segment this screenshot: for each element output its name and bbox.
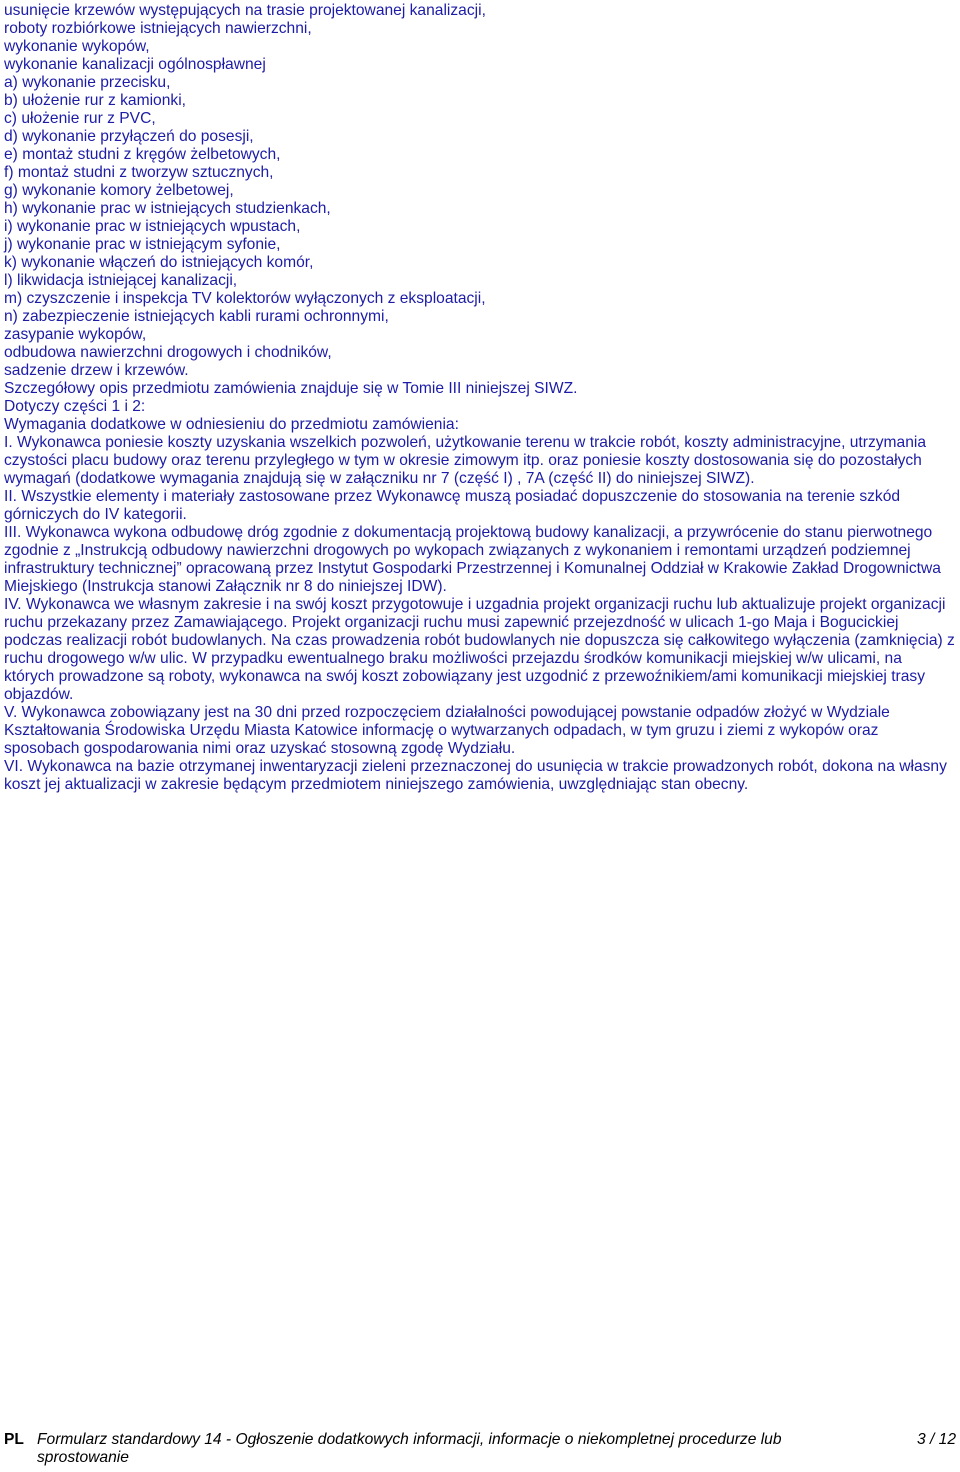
body-line: roboty rozbiórkowe istniejących nawierzchni, (4, 20, 312, 37)
list-item: d) wykonanie przyłączeń do posesji, (4, 128, 254, 145)
list-item: a) wykonanie przecisku, (4, 74, 171, 91)
body-line: sadzenie drzew i krzewów. (4, 362, 189, 379)
page-footer (4, 1431, 956, 1471)
list-item: n) zabezpieczenie istniejących kabli rurami ochronnymi, (4, 308, 389, 325)
list-item: b) ułożenie rur z kamionki, (4, 92, 187, 109)
list-item: k) wykonanie włączeń do istniejących komór, (4, 254, 314, 271)
list-item: g) wykonanie komory żelbetowej, (4, 182, 234, 199)
requirement-paragraph: VI. Wykonawca na bazie otrzymanej inwentaryzacji zieleni przeznaczonej do usunięcia w trakcie prowadzonych robót, dokona na własny koszt jej aktualizacji w zakresie będącym przedmiotem niniejszego zamówienia, uwzględniając stan obecny. (4, 758, 947, 793)
body-line: wykonanie kanalizacji ogólnospławnej (4, 56, 266, 73)
list-item: e) montaż studni z kręgów żelbetowych, (4, 146, 281, 163)
list-item: i) wykonanie prac w istniejących wpustach, (4, 218, 301, 235)
requirement-paragraph: III. Wykonawca wykona odbudowę dróg zgodnie z dokumentacją projektową budowy kanalizacji, a przywrócenie do stanu pierwotnego zgodnie z „Instrukcją odbudowy nawierzchni drogowych po wykopach związanych z wykonaniem i remontami urządzeń podziemnej infrastruktury technicznej” opracowaną przez Instytut Gospodarki Przestrzennej i Komunalnej Oddział w Krakowie Zakład Drogownictwa Miejskiego (Instrukcja stanowi Załącznik nr 8 do niniejszej IDW). (4, 524, 941, 595)
section-heading: Wymagania dodatkowe w odniesieniu do przedmiotu zamówienia: (4, 416, 459, 433)
requirement-paragraph: IV. Wykonawca we własnym zakresie i na swój koszt przygotowuje i uzgadnia projekt organizacji ruchu lub aktualizuje projekt organizacji ruchu przekazany przez Zamawiającego. Projekt organizacji ruchu musi zapewnić przejezdność w ulicach 1-go Maja i Bogucickiej podczas realizacji robót budowlanych. Na czas prowadzenia robót budowlanych nie dopuszcza się całkowitego wyłączenia (zamknięcia) z ruchu drogowego w/w ulic. W przypadku ewentualnego braku możliwości przejazdu środków komunikacji miejskiej w/w ulicami, na których prowadzone są roboty, wykonawca na swój koszt zobowiązany jest uzgodnić z przewoźnikiem/ami komunikacji miejskiej trasy objazdów. (4, 596, 955, 703)
list-item: h) wykonanie prac w istniejących studzienkach, (4, 200, 331, 217)
section-heading: Dotyczy części 1 i 2: (4, 398, 146, 415)
requirement-paragraph: I. Wykonawca poniesie koszty uzyskania wszelkich pozwoleń, użytkowanie terenu w trakcie robót, koszty administracyjne, utrzymania czystości placu budowy oraz terenu przyległego w tym w okresie zimowym itp. oraz poniesie koszty dostosowania się do pozostałych wymagań (dodatkowe wymagania znajdują się w załączniku nr 7 (część I) , 7A (część II) do niniejszej SIWZ). (4, 434, 927, 487)
body-line: usunięcie krzewów występujących na trasie projektowanej kanalizacji, (4, 2, 486, 19)
page-number: 3 / 12 (916, 1431, 956, 1448)
list-item: c) ułożenie rur z PVC, (4, 110, 156, 127)
form-name: Formularz standardowy 14 - Ogłoszenie dodatkowych informacji, informacje o niekompletnej procedurze lub sprostowanie (37, 1431, 782, 1466)
body-line: Szczegółowy opis przedmiotu zamówienia znajduje się w Tomie III niniejszej SIWZ. (4, 380, 578, 397)
list-item: j) wykonanie prac w istniejącym syfonie, (4, 236, 281, 253)
body-line: zasypanie wykopów, (4, 326, 147, 343)
document-body (4, 2, 956, 794)
body-line: wykonanie wykopów, (4, 38, 150, 55)
requirement-paragraph: II. Wszystkie elementy i materiały zastosowane przez Wykonawcę muszą posiadać dopuszczenie do stosowania na terenie szkód górniczych do IV kategorii. (4, 488, 901, 523)
requirement-paragraph: V. Wykonawca zobowiązany jest na 30 dni przed rozpoczęciem działalności powodującej powstanie odpadów złożyć w Wydziale Kształtowania Środowiska Urzędu Miasta Katowice informację o wytwarzanych odpadach, w tym gruzu i ziemi z wykopów oraz sposobach gospodarowania nimi oraz uzyskać stosowną zgodę Wydziału. (4, 704, 890, 757)
list-item: m) czyszczenie i inspekcja TV kolektorów wyłączonych z eksploatacji, (4, 290, 486, 307)
list-item: f) montaż studni z tworzyw sztucznych, (4, 164, 274, 181)
body-line: odbudowa nawierzchni drogowych i chodników, (4, 344, 332, 361)
language-code: PL (4, 1431, 24, 1448)
list-item: l) likwidacja istniejącej kanalizacji, (4, 272, 238, 289)
